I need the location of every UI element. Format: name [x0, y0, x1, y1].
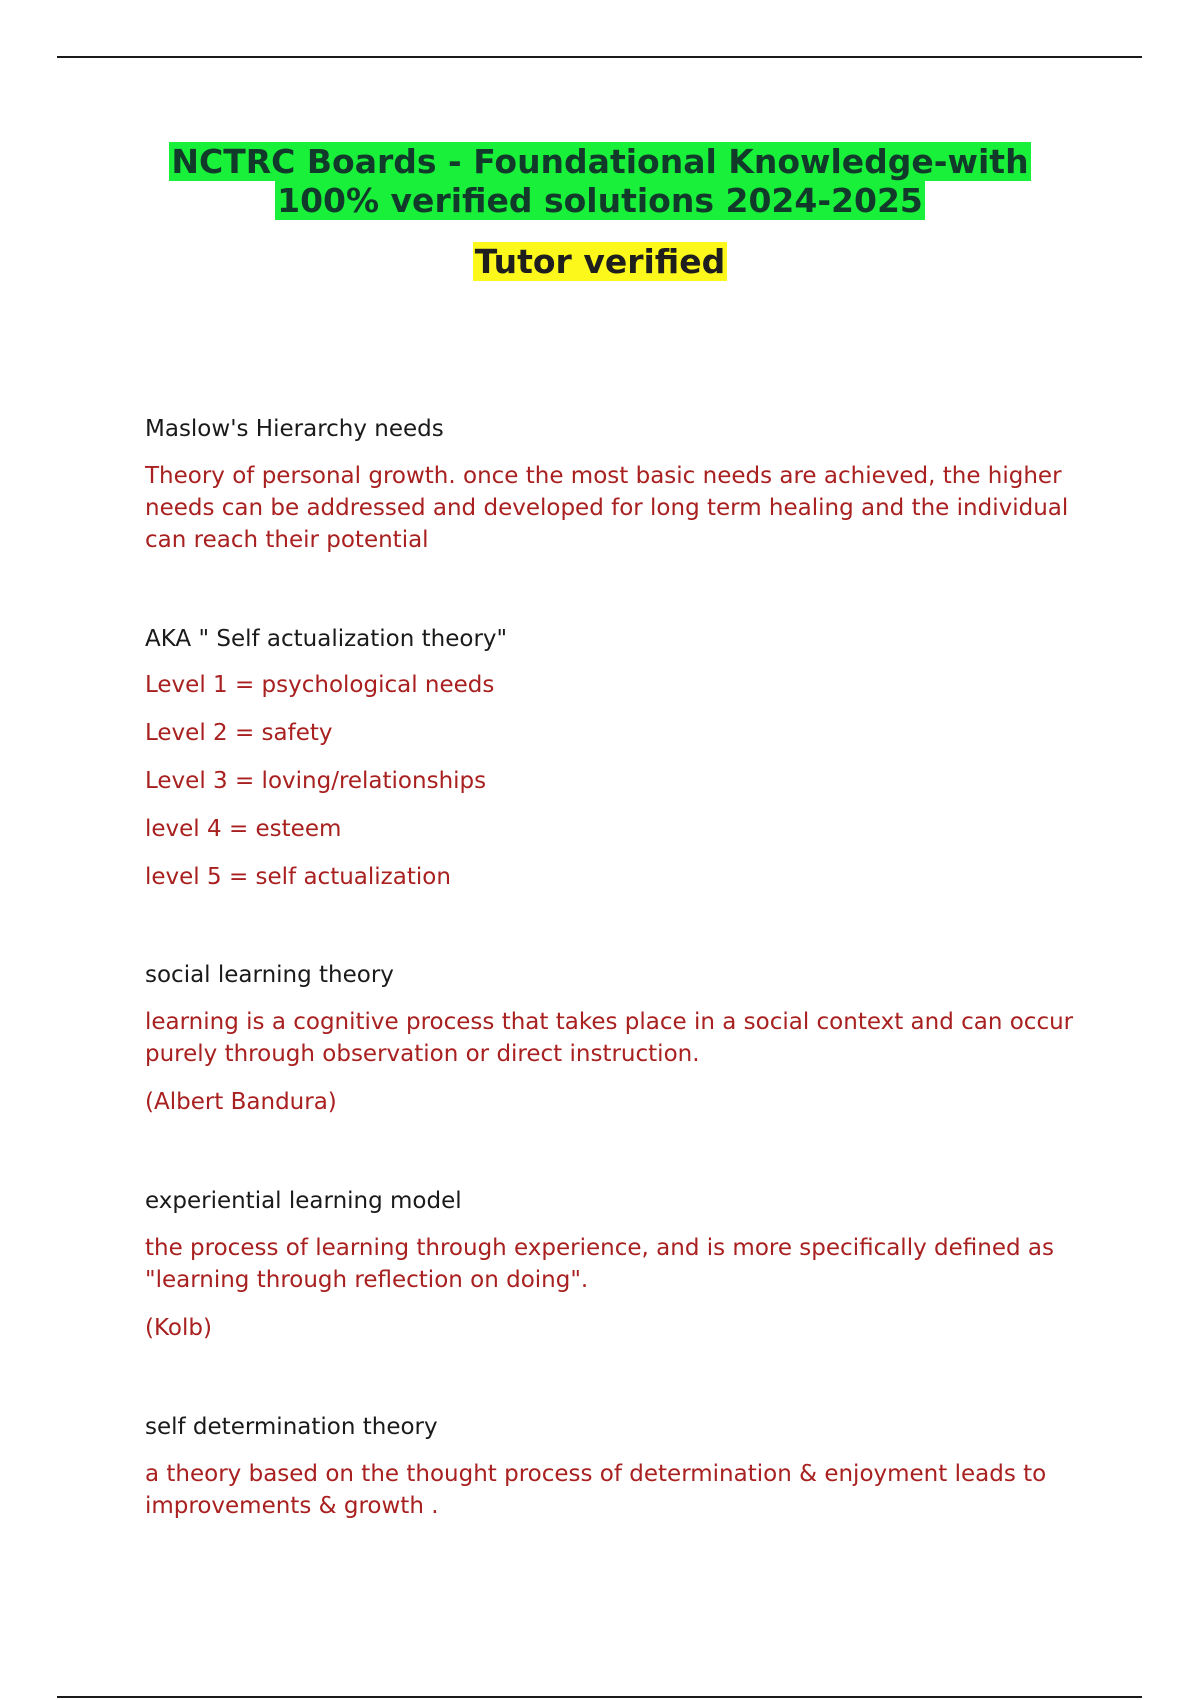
- top-rule: [57, 56, 1142, 58]
- title-block: [0, 142, 1200, 282]
- answer-level-3: Level 3 = loving/relationships: [145, 768, 487, 794]
- answer-level-2: Level 2 = safety: [145, 720, 333, 746]
- document-title-line1: NCTRC Boards - Foundational Knowledge-with: [171, 142, 1029, 181]
- answer: Theory of personal growth. once the most basic needs are achieved, the higher needs can be addressed and developed for long term healing and the individual can reach their potential: [145, 463, 1069, 553]
- question: social learning theory: [145, 962, 394, 988]
- answer-attribution: (Albert Bandura): [145, 1089, 337, 1115]
- question: Maslow's Hierarchy needs: [145, 416, 444, 442]
- document-title: [0, 142, 1200, 220]
- document-subtitle: [0, 242, 1200, 282]
- bottom-rule: [57, 1696, 1142, 1698]
- question: experiential learning model: [145, 1188, 462, 1214]
- answer: the process of learning through experience, and is more specifically defined as "learning through reflection on doing".: [145, 1235, 1054, 1293]
- qa-section-maslow: [145, 414, 1075, 556]
- qa-section-self-actualization: [145, 624, 1075, 892]
- question: self determination theory: [145, 1414, 438, 1440]
- qa-section-experiential: [145, 1186, 1075, 1344]
- tutor-verified-label: Tutor verified: [474, 242, 726, 281]
- document-title-line2: 100% verified solutions 2024-2025: [277, 181, 923, 220]
- qa-content: [145, 414, 1075, 1590]
- answer-level-4: level 4 = esteem: [145, 816, 342, 842]
- question: AKA " Self actualization theory": [145, 626, 508, 652]
- answer-level-5: level 5 = self actualization: [145, 864, 451, 890]
- answer: learning is a cognitive process that takes place in a social context and can occur purely through observation or direct instruction.: [145, 1009, 1074, 1067]
- qa-section-social-learning: [145, 960, 1075, 1118]
- answer: a theory based on the thought process of determination & enjoyment leads to improvements & growth .: [145, 1461, 1047, 1519]
- answer-level-1: Level 1 = psychological needs: [145, 672, 495, 698]
- qa-section-self-determination: [145, 1412, 1075, 1522]
- answer-attribution: (Kolb): [145, 1315, 212, 1341]
